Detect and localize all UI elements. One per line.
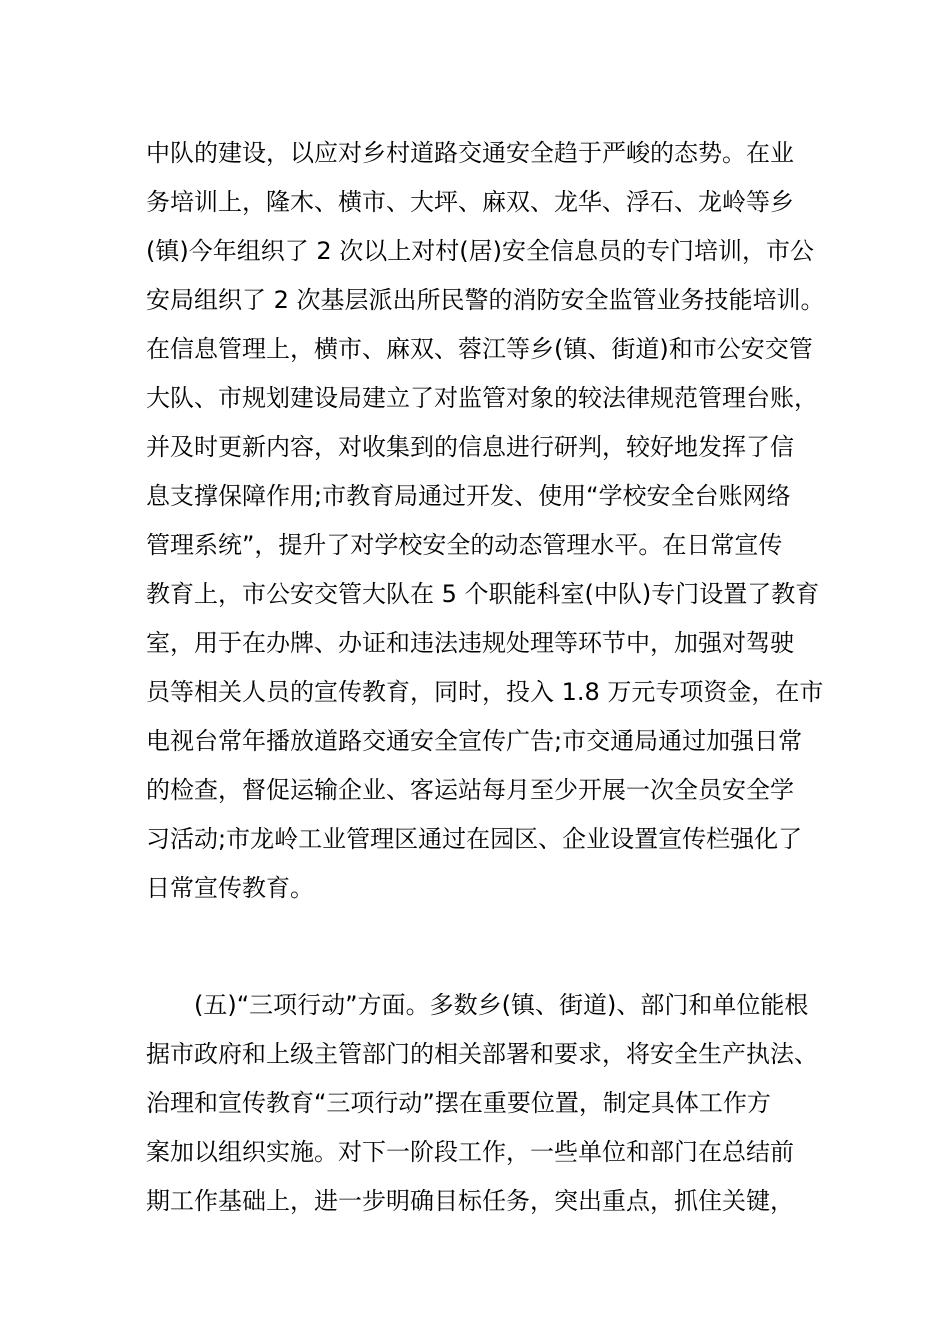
paragraph-1-line-13: 电视台常年播放道路交通安全宣传广告;市交通局通过加强日常	[146, 727, 803, 755]
paragraph-1-line-14: 的检查，督促运输企业、客运站每月至少开展一次全员安全学	[146, 776, 794, 804]
paragraph-1-line-2: 务培训上，隆木、横市、大坪、麻双、龙华、浮石、龙岭等乡	[146, 188, 794, 216]
paragraph-1-line-9: 管理系统”，提升了对学校安全的动态管理水平。在日常宣传	[146, 531, 783, 559]
paragraph-1-line-10: 教育上，市公安交管大队在 5 个职能科室(中队)专门设置了教育	[146, 580, 820, 608]
paragraph-1-line-12: 员等相关人员的宣传教育，同时，投入 1.8 万元专项资金，在市	[146, 678, 824, 706]
paragraph-1-line-1: 中队的建设，以应对乡村道路交通安全趋于严峻的态势。在业	[146, 139, 794, 167]
paragraph-1-line-5: 在信息管理上，横市、麻双、蓉江等乡(镇、街道)和市公安交管	[146, 335, 813, 363]
paragraph-2-line-1: (五)“三项行动”方面。多数乡(镇、街道)、部门和单位能根	[194, 991, 809, 1019]
paragraph-1-line-7: 并及时更新内容，对收集到的信息进行研判，较好地发挥了信	[146, 433, 794, 461]
paragraph-1-line-6: 大队、市规划建设局建立了对监管对象的较法律规范管理台账，	[146, 384, 818, 412]
paragraph-1-line-16: 日常宣传教育。	[146, 874, 314, 902]
paragraph-2-line-5: 期工作基础上，进一步明确目标任务，突出重点，抓住关键，	[146, 1187, 794, 1215]
paragraph-2-line-4: 案加以组织实施。对下一阶段工作，一些单位和部门在总结前	[146, 1138, 794, 1166]
paragraph-1-line-4: 安局组织了 2 次基层派出所民警的消防安全监管业务技能培训。	[146, 286, 825, 314]
paragraph-1-line-8: 息支撑保障作用;市教育局通过开发、使用“学校安全台账网络	[146, 482, 791, 510]
paragraph-1-line-3: (镇)今年组织了 2 次以上对村(居)安全信息员的专门培训，市公	[146, 237, 814, 265]
paragraph-2-line-2: 据市政府和上级主管部门的相关部署和要求，将安全生产执法、	[146, 1040, 818, 1068]
paragraph-2-line-3: 治理和宣传教育“三项行动”摆在重要位置，制定具体工作方	[146, 1089, 771, 1117]
paragraph-1-line-11: 室，用于在办牌、办证和违法违规处理等环节中，加强对驾驶	[146, 629, 794, 657]
paragraph-1-line-15: 习活动;市龙岭工业管理区通过在园区、企业设置宣传栏强化了	[146, 825, 803, 853]
